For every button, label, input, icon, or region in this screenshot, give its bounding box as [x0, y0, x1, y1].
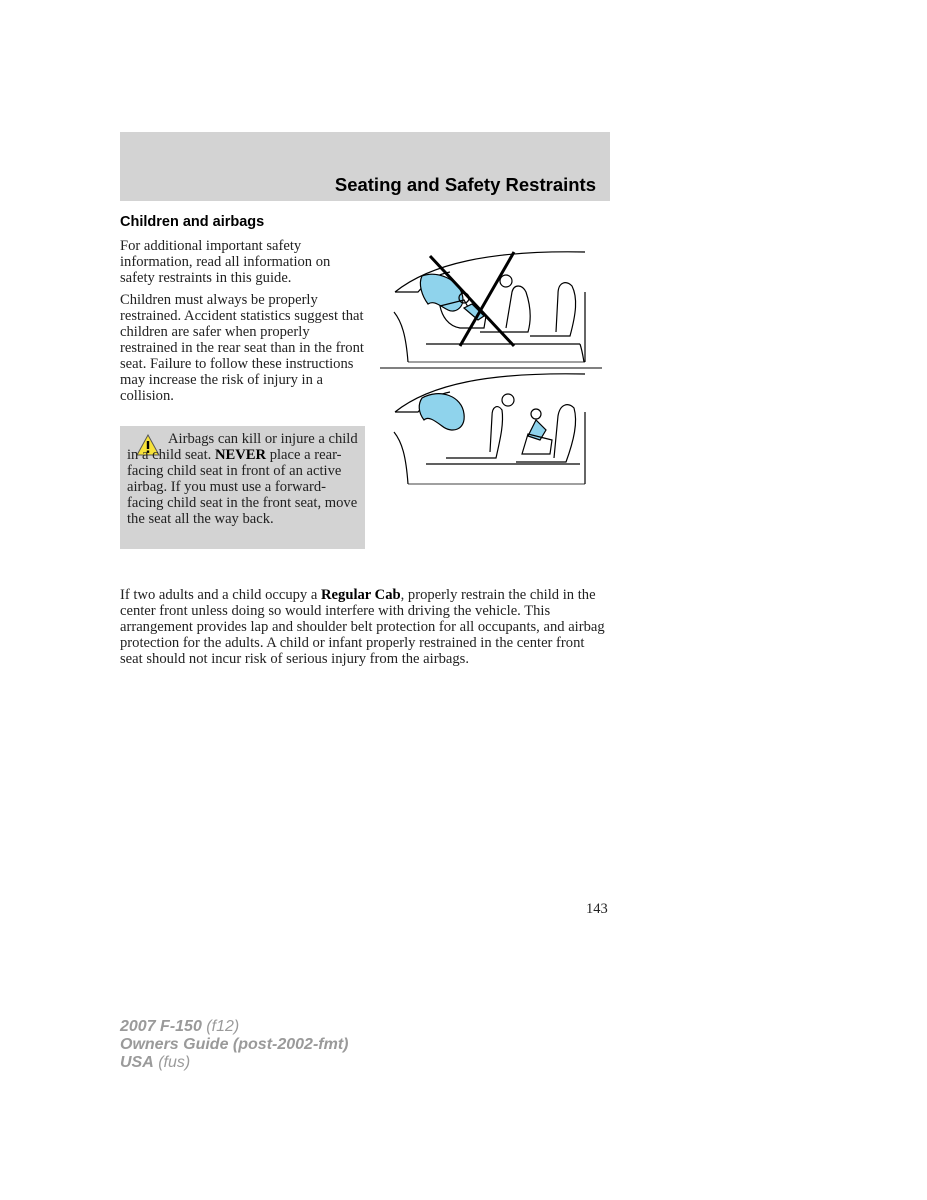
footer-line-model: [120, 1018, 348, 1036]
regular-cab-term: Regular Cab: [321, 587, 401, 603]
subsection-heading: Children and airbags: [120, 214, 265, 230]
rear-seat-child-illustration: [394, 374, 585, 484]
footer-region-code: (fus): [153, 1054, 191, 1071]
footer-region: USA: [120, 1054, 154, 1071]
airbag-child-seat-illustration: [380, 244, 602, 490]
regular-cab-text-after: , properly restrain the child in the center front unless doing so would interfere with driving the vehicle. This arrangement provides lap and shoulder belt protection for all occupants, and airbag protection for the adults. A child or infant properly restrained in the center front seat should not incur risk of serious injury from the airbags.: [120, 587, 605, 667]
warning-text-before: Airbags can kill or injure a child in a child seat.: [127, 431, 358, 463]
footer-model: 2007 F-150: [120, 1018, 202, 1035]
section-header-title: Seating and Safety Restraints: [334, 174, 596, 195]
warning-text-after: place a rear-facing child seat in front of an active airbag. If you must use a forward-facing child seat in the front seat, move the seat all the way back.: [127, 447, 358, 527]
warning-box: [120, 426, 365, 549]
warning-emphasis: NEVER: [214, 447, 267, 463]
children-restrained-paragraph: Children must always be properly restrained. Accident statistics suggest that children are safer when properly restrained in the rear seat than in the front seat. Failure to follow these instructions may increase the risk of injury in a collision.: [120, 292, 364, 404]
footer-guide: Owners Guide (post-2002-fmt): [120, 1036, 349, 1053]
intro-paragraph: For additional important safety information, read all information on safety restraints in this guide.: [120, 238, 331, 286]
section-header-band: [120, 132, 610, 201]
warning-text: [127, 431, 359, 527]
document-footer: [120, 1018, 348, 1072]
page-number: 143: [586, 901, 608, 917]
crossed-out-rear-facing-seat-illustration: [394, 252, 585, 362]
footer-model-code: (f12): [201, 1018, 240, 1035]
footer-line-guide: [120, 1036, 348, 1054]
footer-line-region: [120, 1054, 348, 1072]
regular-cab-text-before: If two adults and a child occupy a: [120, 587, 322, 603]
regular-cab-paragraph: [120, 587, 610, 667]
